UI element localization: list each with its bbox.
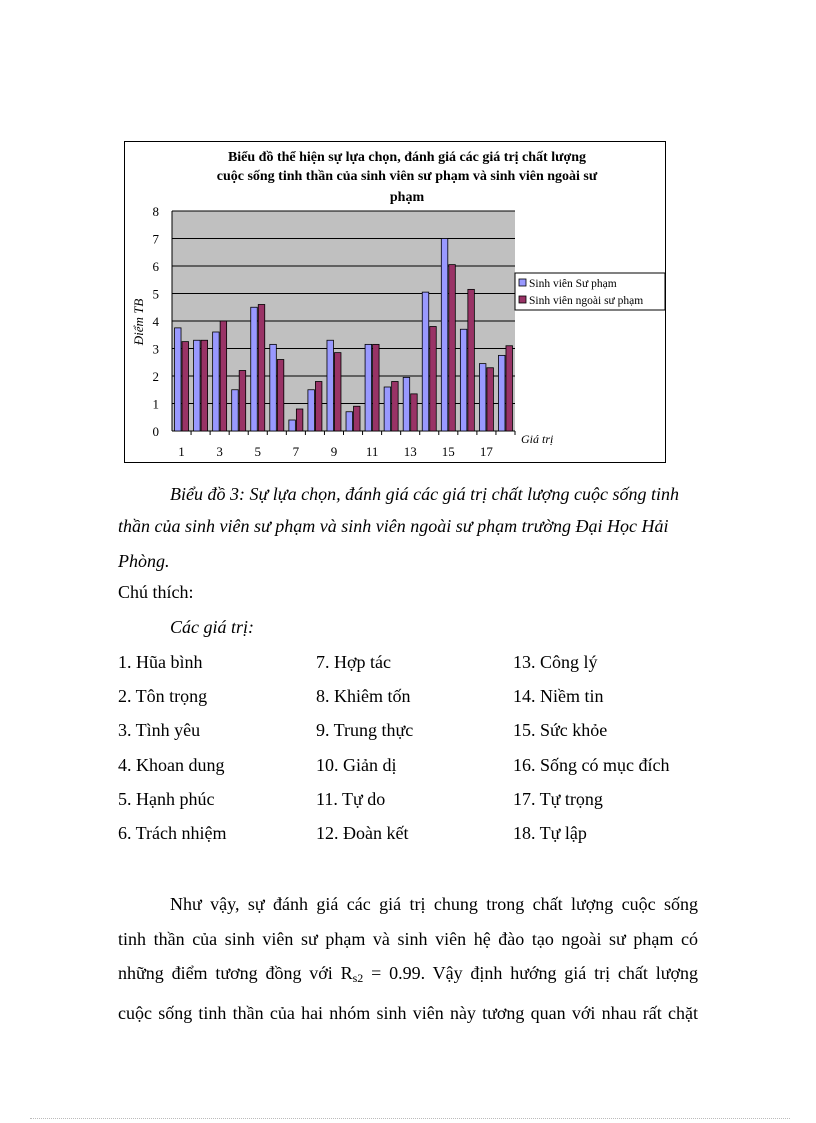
x-tick-label: 17 [479, 444, 493, 459]
bar-series2-cat-9 [334, 353, 341, 431]
paragraph-line-2: tinh thần của sinh viên sư phạm và sinh viên hệ đào tạo ngoài sư phạm có [118, 928, 698, 949]
paragraph-line-1: Như vậy, sự đánh giá các giá trị chung trong chất lượng cuộc sống [170, 894, 698, 914]
bar-series2-cat-12 [392, 382, 399, 432]
caption-line-1: Biểu đồ 3: Sự lựa chọn, đánh giá các giá trị chất lượng cuộc sống tinh [170, 484, 679, 504]
bar-series2-cat-1 [182, 342, 189, 431]
caption-line-2: thần của sinh viên sư phạm và sinh viên ngoài sư phạm trường Đại Học Hải [118, 515, 669, 536]
value-item-10: 10. Giản dị [316, 755, 397, 775]
value-item-13: 13. Công lý [513, 652, 598, 672]
chart-title-line-1: Biểu đồ thể hiện sự lựa chọn, đánh giá các giá trị chất lượng [227, 150, 587, 165]
bar-series1-cat-13 [403, 377, 410, 431]
bar-series1-cat-15 [441, 239, 448, 432]
value-item-14: 14. Niềm tin [513, 686, 604, 706]
value-item-18: 18. Tự lập [513, 823, 587, 843]
legend-label-2: Sinh viên ngoài sư phạm [529, 295, 644, 307]
bar-series2-cat-3 [220, 321, 227, 431]
bar-series2-cat-4 [239, 371, 246, 432]
value-item-8: 8. Khiêm tốn [316, 686, 411, 706]
value-item-2: 2. Tôn trọng [118, 686, 208, 706]
values-heading: Các giá trị: [170, 617, 254, 637]
bar-series2-cat-8 [315, 382, 322, 432]
bar-series2-cat-11 [373, 344, 380, 431]
value-item-3: 3. Tình yêu [118, 720, 201, 740]
paragraph-line-3-subscript: s2 [352, 971, 364, 985]
bar-series2-cat-17 [487, 368, 494, 431]
caption-line-3: Phòng. [118, 550, 170, 571]
value-item-6: 6. Trách nhiệm [118, 823, 227, 843]
legend-swatch-1 [519, 279, 526, 286]
chart-caption [118, 480, 708, 579]
bar-series1-cat-14 [422, 292, 429, 431]
x-tick-label: 9 [330, 444, 338, 459]
value-item-15: 15. Sức khỏe [513, 720, 608, 740]
bar-series2-cat-18 [506, 346, 513, 431]
bar-series1-cat-8 [308, 390, 315, 431]
x-tick-label: 15 [441, 444, 455, 459]
paragraph-line-3-end: = 0.99. Vậy định hướng giá trị chất lượng [363, 963, 698, 983]
x-tick-label: 1 [178, 444, 185, 459]
bar-series1-cat-3 [213, 332, 220, 431]
value-item-12: 12. Đoàn kết [316, 823, 409, 843]
value-item-5: 5. Hạnh phúc [118, 789, 215, 809]
x-tick-label: 11 [365, 444, 379, 459]
y-tick-label: 6 [152, 259, 159, 274]
y-tick-label: 2 [152, 369, 159, 384]
bar-series1-cat-6 [270, 344, 277, 431]
bar-series2-cat-7 [296, 409, 303, 431]
y-tick-label: 5 [152, 286, 159, 302]
x-tick-label: 3 [216, 444, 223, 459]
bar-series2-cat-2 [201, 340, 208, 431]
bar-series1-cat-9 [327, 340, 334, 431]
bar-series2-cat-13 [411, 394, 418, 431]
bar-series1-cat-5 [251, 307, 258, 431]
paragraph-line-3 [118, 956, 698, 996]
bar-series1-cat-16 [460, 329, 467, 431]
bar-series1-cat-2 [194, 340, 201, 431]
bar-series2-cat-10 [354, 406, 361, 431]
bar-series2-cat-5 [258, 305, 265, 432]
x-tick-label: 5 [254, 444, 261, 459]
paragraph-line-4: cuộc sống tinh thần của hai nhóm sinh viên này tương quan với nhau rất chặt [118, 1002, 698, 1023]
bar-series1-cat-1 [175, 328, 182, 431]
x-tick-label: 7 [292, 444, 300, 459]
x-axis-title: Giá trị [521, 432, 554, 446]
y-axis-title: Điểm TB [131, 298, 146, 346]
chart-title-line-3: phạm [389, 190, 425, 205]
body-paragraph [118, 887, 698, 1030]
bar-series1-cat-18 [498, 355, 505, 431]
value-item-17: 17. Tự trọng [513, 789, 603, 809]
bar-series1-cat-17 [479, 364, 486, 431]
bar-series1-cat-7 [289, 420, 296, 431]
legend-swatch-2 [519, 296, 526, 303]
bar-series2-cat-16 [468, 289, 475, 431]
chart-title-line-2: cuộc sống tinh thần của sinh viên sư phạm và sinh viên ngoài sư [216, 169, 598, 184]
paragraph-line-3-start: những điểm tương đồng với R [118, 963, 353, 983]
chart-container [124, 141, 666, 463]
y-tick-label: 3 [152, 341, 159, 357]
bar-series1-cat-11 [365, 344, 372, 431]
bar-series1-cat-10 [346, 412, 353, 431]
value-item-16: 16. Sống có mục đích [513, 755, 670, 775]
y-tick-label: 4 [152, 314, 159, 329]
page-footer-rule [30, 1118, 790, 1119]
bar-series1-cat-4 [232, 390, 239, 431]
legend-heading: Chú thích: [118, 582, 194, 602]
legend-label-1: Sinh viên Sư phạm [529, 278, 617, 290]
bar-series2-cat-15 [449, 265, 456, 431]
x-tick-label: 13 [403, 444, 417, 459]
bar-series2-cat-14 [430, 327, 437, 432]
value-item-4: 4. Khoan dung [118, 755, 225, 775]
y-tick-label: 7 [152, 231, 159, 247]
value-item-9: 9. Trung thực [316, 720, 414, 740]
bar-chart [125, 142, 665, 462]
value-item-7: 7. Hợp tác [316, 652, 391, 672]
value-item-1: 1. Hũa bình [118, 652, 203, 672]
y-tick-label: 0 [152, 424, 159, 439]
y-tick-label: 8 [152, 204, 159, 219]
y-tick-label: 1 [152, 396, 159, 412]
value-item-11: 11. Tự do [316, 789, 386, 809]
bar-series1-cat-12 [384, 387, 391, 431]
bar-series2-cat-6 [277, 360, 284, 432]
